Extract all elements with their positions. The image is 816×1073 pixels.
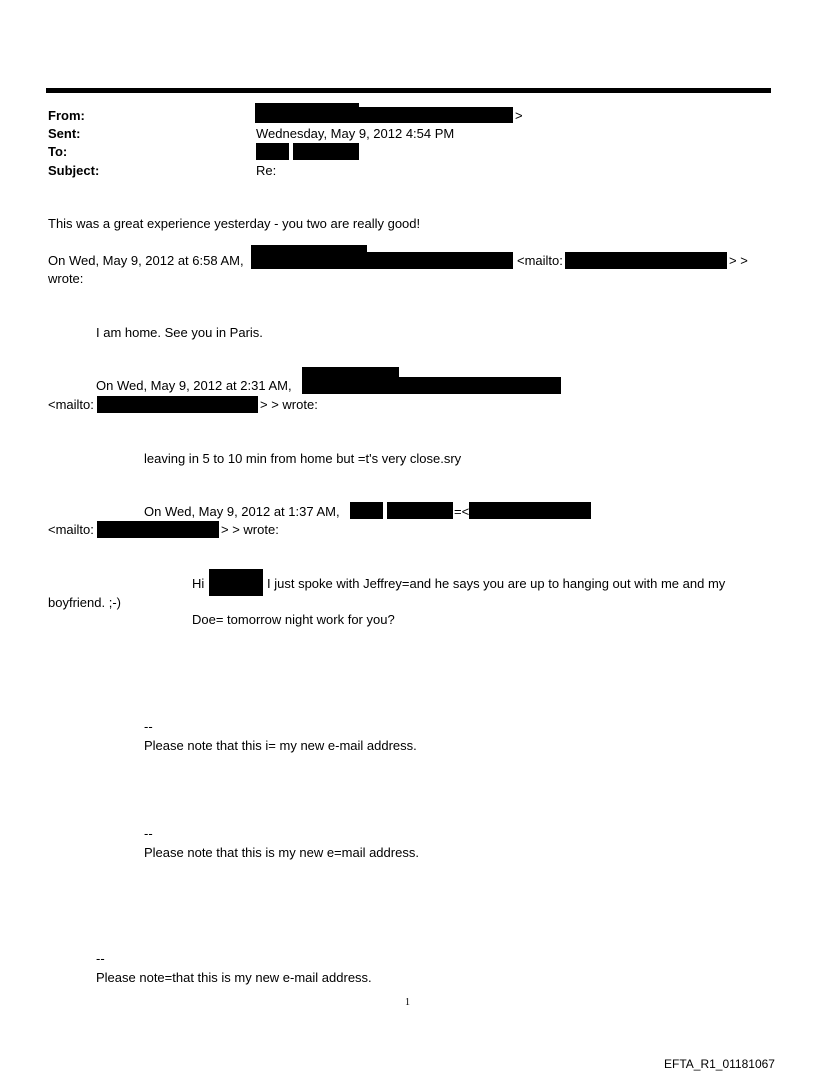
message-1: I am home. See you in Paris.	[96, 325, 263, 340]
quote3-intro: On Wed, May 9, 2012 at 1:37 AM,	[144, 504, 340, 519]
from-suffix: >	[515, 108, 523, 123]
redaction	[351, 252, 513, 269]
redaction	[97, 521, 219, 538]
redaction	[293, 143, 359, 160]
header-rule	[46, 88, 771, 93]
reply-line: This was a great experience yesterday - you two are really good!	[48, 216, 421, 231]
subject-label: Subject:	[48, 163, 100, 178]
quote1-wrote: wrote:	[48, 271, 84, 286]
signature-text: Please note that this i= my new e-mail address.	[144, 738, 417, 753]
quote1-intro: On Wed, May 9, 2012 at 6:58 AM,	[48, 253, 244, 268]
sent-value: Wednesday, May 9, 2012 4:54 PM	[256, 126, 455, 141]
signature-dash: --	[96, 951, 105, 966]
redaction	[359, 107, 513, 123]
signature-dash: --	[144, 719, 153, 734]
redaction	[350, 502, 383, 519]
quote3-wrote: > > wrote:	[221, 522, 279, 537]
redaction	[399, 377, 561, 394]
message-3-hi: Hi	[192, 576, 205, 591]
signature-text: Please note=that this is my new e-mail address.	[96, 970, 372, 985]
redaction	[256, 143, 289, 160]
quote1-mailto: <mailto:	[517, 253, 563, 268]
document-id: EFTA_R1_01181067	[664, 1057, 775, 1071]
redaction	[209, 569, 263, 596]
redaction	[255, 103, 359, 123]
quote3-mailto: <mailto:	[48, 522, 94, 537]
redaction	[302, 367, 399, 394]
redaction	[565, 252, 727, 269]
message-2: leaving in 5 to 10 min from home but =t's very close.sry	[144, 451, 462, 466]
page-number: 1	[405, 997, 410, 1008]
message-3-line2: Doe= tomorrow night work for you?	[192, 612, 395, 627]
subject-value: Re:	[256, 163, 277, 178]
message-3-wrap: boyfriend. ;-)	[48, 595, 121, 610]
to-label: To:	[48, 144, 68, 159]
quote2-intro: On Wed, May 9, 2012 at 2:31 AM,	[96, 378, 292, 393]
sent-label: Sent:	[48, 126, 81, 141]
redaction	[251, 245, 367, 269]
quote2-mailto: <mailto:	[48, 397, 94, 412]
redaction	[469, 502, 591, 519]
message-3-text: I just spoke with Jeffrey=and he says you are up to hanging out with me and my	[267, 576, 726, 591]
quote1-close: > >	[729, 253, 748, 268]
signature-text: Please note that this is my new e=mail address.	[144, 845, 419, 860]
from-label: From:	[48, 108, 85, 123]
quote3-eq: =<	[454, 504, 470, 519]
quote2-wrote: > > wrote:	[260, 397, 318, 412]
redaction	[97, 396, 258, 413]
redaction	[387, 502, 453, 519]
signature-dash: --	[144, 826, 153, 841]
